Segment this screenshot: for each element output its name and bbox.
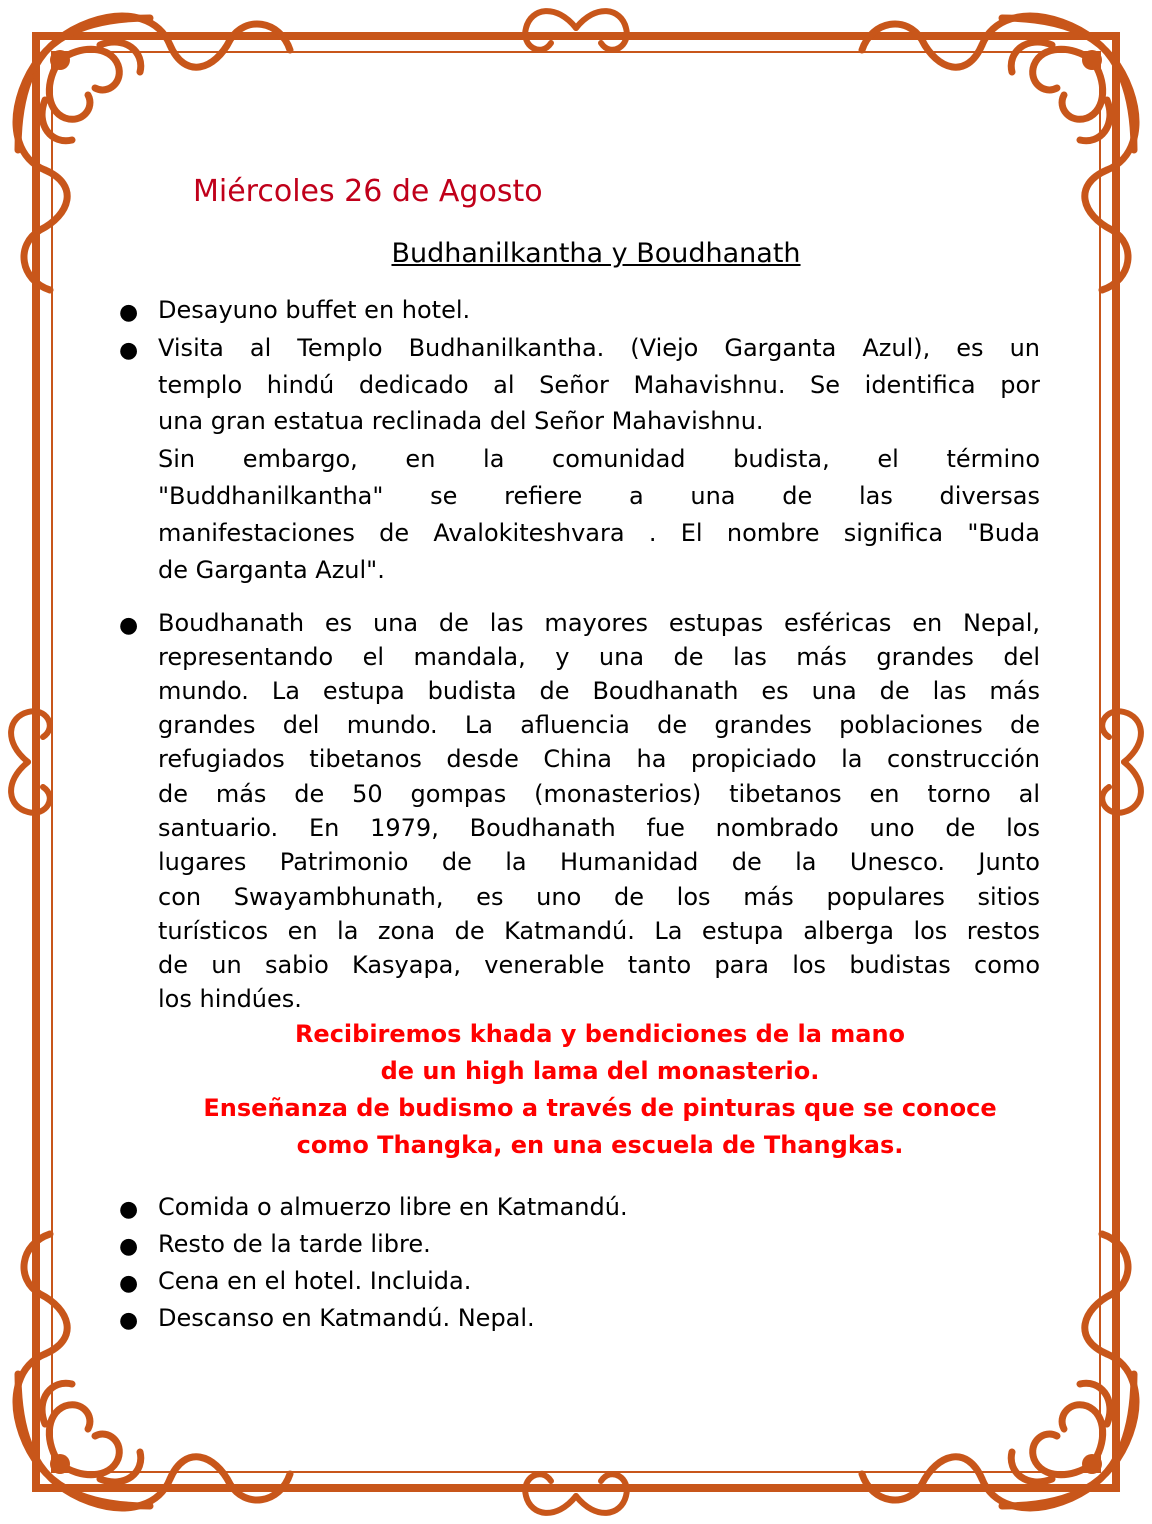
day-heading: Miércoles 26 de Agosto (193, 174, 543, 209)
bullet-dot: ● (119, 1234, 139, 1259)
list-item: Resto de la tarde libre. (158, 1230, 431, 1258)
bullet-dot: ● (119, 300, 139, 325)
paragraph-line: lugares Patrimonio de la Humanidad de la Unesco. Junto (158, 848, 1040, 876)
paragraph-line: mundo. La estupa budista de Boudhanath es una de las más (158, 677, 1040, 705)
section-title: Budhanilkantha y Boudhanath (391, 238, 801, 269)
list-item: Desayuno buffet en hotel. (158, 296, 471, 324)
bullet-dot: ● (119, 1308, 139, 1333)
paragraph-line: refugiados tibetanos desde China ha propiciado la construcción (158, 745, 1040, 773)
paragraph-line: de más de 50 gompas (monasterios) tibetanos en torno al (158, 780, 1040, 808)
list-item: Descanso en Katmandú. Nepal. (158, 1304, 535, 1332)
paragraph-line: los hindúes. (158, 985, 302, 1013)
paragraph-line: templo hindú dedicado al Señor Mahavishnu. Se identifica por (158, 371, 1040, 399)
paragraph-line: de un sabio Kasyapa, venerable tanto para los budistas como (158, 951, 1040, 979)
paragraph-line: santuario. En 1979, Boudhanath fue nombrado uno de los (158, 814, 1040, 842)
paragraph-line: con Swayambhunath, es uno de los más populares sitios (158, 883, 1040, 911)
paragraph-line: de Garganta Azul". (158, 556, 385, 584)
paragraph-line: representando el mandala, y una de las más grandes del (158, 643, 1040, 671)
bullet-dot: ● (119, 1271, 139, 1296)
bullet-dot: ● (119, 613, 139, 638)
highlight-note: Enseñanza de budismo a través de pinturas que se conoce (203, 1094, 997, 1122)
paragraph-line: turísticos en la zona de Katmandú. La estupa alberga los restos (158, 917, 1040, 945)
paragraph-line: manifestaciones de Avalokiteshvara . El nombre significa "Buda (158, 519, 1040, 547)
list-item: Comida o almuerzo libre en Katmandú. (158, 1193, 628, 1221)
bullet-dot: ● (119, 338, 139, 363)
paragraph-line: Sin embargo, en la comunidad budista, el término (158, 445, 1040, 473)
highlight-note: de un high lama del monasterio. (380, 1057, 820, 1085)
paragraph-line: "Buddhanilkantha" se refiere a una de las diversas (158, 482, 1040, 510)
paragraph-line: Visita al Templo Budhanilkantha. (Viejo Garganta Azul), es un (158, 334, 1040, 362)
highlight-note: como Thangka, en una escuela de Thangkas. (296, 1131, 904, 1159)
list-item: Cena en el hotel. Incluida. (158, 1267, 472, 1295)
paragraph-line: grandes del mundo. La afluencia de grandes poblaciones de (158, 711, 1040, 739)
bullet-dot: ● (119, 1197, 139, 1222)
paragraph-line: una gran estatua reclinada del Señor Mahavishnu. (158, 407, 764, 435)
highlight-note: Recibiremos khada y bendiciones de la mano (294, 1020, 906, 1048)
paragraph-line: Boudhanath es una de las mayores estupas esféricas en Nepal, (158, 609, 1040, 637)
